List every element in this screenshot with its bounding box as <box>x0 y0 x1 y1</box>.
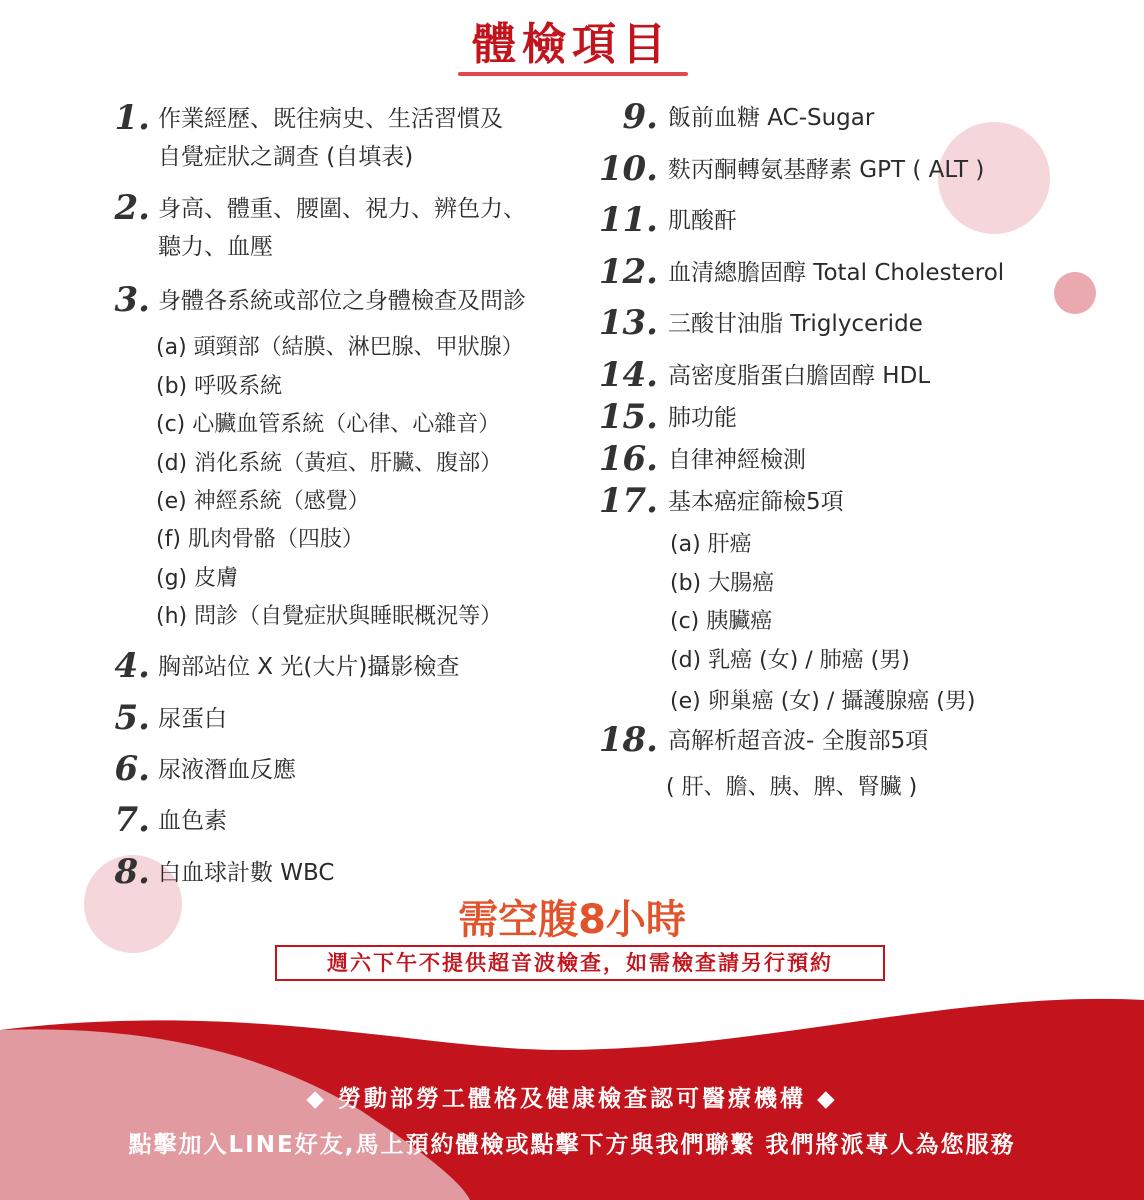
item-text: 肌酸酐 <box>668 208 737 234</box>
sub-item: (b) 呼吸系統 <box>156 374 283 399</box>
item-text: 身高、體重、腰圍、視力、辨色力、 <box>158 196 526 222</box>
saturday-notice-box: 週六下午不提供超音波檢查，如需檢查請另行預約 <box>275 945 885 981</box>
item-number: 6. <box>114 749 150 789</box>
item-text: 高解析超音波- 全腹部5項 <box>668 728 929 754</box>
sub-item: (e) 神經系統（感覺） <box>156 489 370 514</box>
item-text: 尿液潛血反應 <box>158 757 296 783</box>
item-text: 血色素 <box>158 808 227 834</box>
item-number: 7. <box>114 800 150 840</box>
item-number: 9. <box>622 97 658 137</box>
sub-item: (d) 乳癌 (女) / 肺癌 (男) <box>670 648 910 673</box>
item-text: 三酸甘油脂 Triglyceride <box>668 311 923 337</box>
item-text: 飯前血糖 AC-Sugar <box>668 105 875 131</box>
item-number: 18. <box>598 720 658 760</box>
item-text: 胸部站位 X 光(大片)攝影檢查 <box>158 654 460 680</box>
item-text: 基本癌症篩檢5項 <box>668 489 844 515</box>
item-text: 尿蛋白 <box>158 706 227 732</box>
sub-item: (d) 消化系統（黃疸、肝臟、腹部） <box>156 451 503 476</box>
item-number: 8. <box>114 852 150 892</box>
item-number: 17. <box>598 481 658 521</box>
sub-item: (f) 肌肉骨骼（四肢） <box>156 527 364 552</box>
item-text: 血清總膽固醇 Total Cholesterol <box>668 260 1005 286</box>
sub-item: (g) 皮膚 <box>156 566 239 591</box>
item-number: 16. <box>598 439 658 479</box>
sub-item: (h) 問診（自覺症狀與睡眠概況等） <box>156 604 503 629</box>
item-text: 高密度脂蛋白膽固醇 HDL <box>668 363 931 389</box>
item-text: 肺功能 <box>668 405 737 431</box>
item-text: 作業經歷、既往病史、生活習慣及 <box>158 106 503 132</box>
title-underline <box>458 72 688 76</box>
item-number: 10. <box>598 149 658 189</box>
fasting-notice: 需空腹8小時 <box>458 897 686 943</box>
sub-item: (b) 大腸癌 <box>670 571 775 596</box>
footer-line-cta[interactable]: 點擊加入LINE好友,馬上預約體檢或點擊下方與我們聯繫 我們將派專人為您服務 <box>128 1132 1016 1158</box>
item-text: 聽力、血壓 <box>158 234 273 260</box>
sub-item: ( 肝、膽、胰、脾、腎臟 ) <box>666 775 918 800</box>
decor-circle-small-right <box>1054 272 1096 314</box>
footer-certification: ◆ 勞動部勞工體格及健康檢查認可醫療機構 ◆ <box>306 1086 838 1112</box>
item-number: 1. <box>114 98 150 138</box>
item-number: 3. <box>114 280 150 320</box>
item-number: 5. <box>114 698 150 738</box>
item-number: 15. <box>598 397 658 437</box>
sub-item: (a) 肝癌 <box>670 532 752 557</box>
item-text: 麩丙酮轉氨基酵素 GPT ( ALT ) <box>668 157 985 183</box>
item-number: 12. <box>598 252 658 292</box>
sub-item: (c) 心臟血管系統（心律、心雜音） <box>156 412 501 437</box>
page-title: 體檢項目 <box>472 19 672 70</box>
item-number: 14. <box>598 355 658 395</box>
item-text: 白血球計數 WBC <box>158 860 335 886</box>
item-number: 11. <box>598 200 658 240</box>
sub-item: (c) 胰臟癌 <box>670 609 773 634</box>
item-text: 自覺症狀之調查 (自填表) <box>158 144 414 170</box>
item-number: 13. <box>598 303 658 343</box>
item-number: 2. <box>114 188 150 228</box>
sub-item: (a) 頭頸部（結膜、淋巴腺、甲狀腺） <box>156 335 524 360</box>
sub-item: (e) 卵巢癌 (女) / 攝護腺癌 (男) <box>670 689 976 714</box>
item-text: 自律神經檢測 <box>668 447 806 473</box>
item-number: 4. <box>114 646 150 686</box>
item-text: 身體各系統或部位之身體檢查及問診 <box>158 288 526 314</box>
